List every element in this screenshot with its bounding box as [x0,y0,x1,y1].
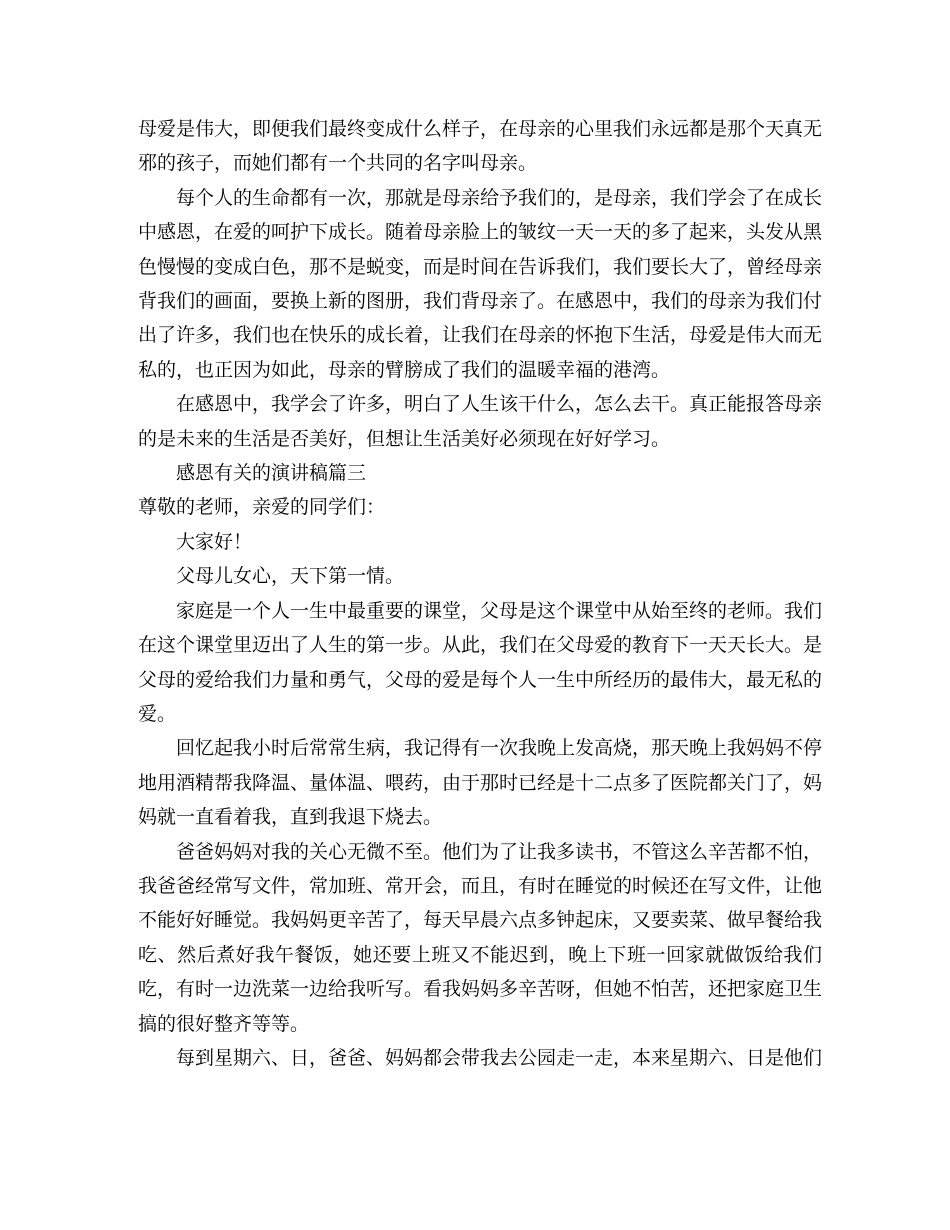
paragraph-11: 每到星期六、日，爸爸、妈妈都会带我去公园走一走，本来星期六、日是他们 [176,1046,823,1069]
paragraph-8: 家庭是一个人一生中最重要的课堂，父母是这个课堂中从始至终的老师。我们在这个课堂里迈出了人生的第一步。从此，我们在父母爱的教育下一天天长大。是父母的爱给我们力量和勇气，父母的爱是每个人一生中所经历的最伟大，最无私的爱。 [138,599,823,725]
paragraph-1: 母爱是伟大，即便我们最终变成什么样子，在母亲的心里我们永远都是那个天真无邪的孩子，而她们都有一个共同的名字叫母亲。 [138,118,823,175]
paragraph-3: 在感恩中，我学会了许多，明白了人生该干什么，怎么去干。真正能报答母亲的是未来的生活是否美好，但想让生活美好必须现在好好学习。 [138,393,823,450]
paragraph-10: 爸爸妈妈对我的关心无微不至。他们为了让我多读书，不管这么辛苦都不怕，我爸爸经常写文件，常加班、常开会，而且，有时在睡觉的时候还在写文件，让他不能好好睡觉。我妈妈更辛苦了，每天早晨六点多钟起床，又要卖菜、做早餐给我吃、然后煮好我午餐饭，她还要上班又不能迟到，晚上下班一回家就做饭给我们吃，有时一边洗菜一边给我听写。看我妈妈多辛苦呀，但她不怕苦，还把家庭卫生搞的很好整齐等等。 [138,840,823,1035]
section-heading: 感恩有关的演讲稿篇三 [176,462,367,485]
document-body [138,112,822,1075]
paragraph-7: 父母儿女心，天下第一情。 [176,565,405,588]
paragraph-2: 每个人的生命都有一次，那就是母亲给予我们的，是母亲，我们学会了在成长中感恩，在爱的呵护下成长。随着母亲脸上的皱纹一天一天的多了起来，头发从黑色慢慢的变成白色，那不是蜕变，而是时间在告诉我们，我们要长大了，曾经母亲背我们的画面，要换上新的图册，我们背母亲了。在感恩中，我们的母亲为我们付出了许多，我们也在快乐的成长着，让我们在母亲的怀抱下生活，母爱是伟大而无私的，也正因为如此，母亲的臂膀成了我们的温暖幸福的港湾。 [138,186,823,381]
greeting: 大家好！ [176,530,253,553]
paragraph-9: 回忆起我小时后常常生病，我记得有一次我晚上发高烧，那天晚上我妈妈不停地用酒精帮我降温、量体温、喂药，由于那时已经是十二点多了医院都关门了，妈妈就一直看着我，直到我退下烧去。 [138,737,823,829]
salutation: 尊敬的老师，亲爱的同学们： [138,496,386,519]
